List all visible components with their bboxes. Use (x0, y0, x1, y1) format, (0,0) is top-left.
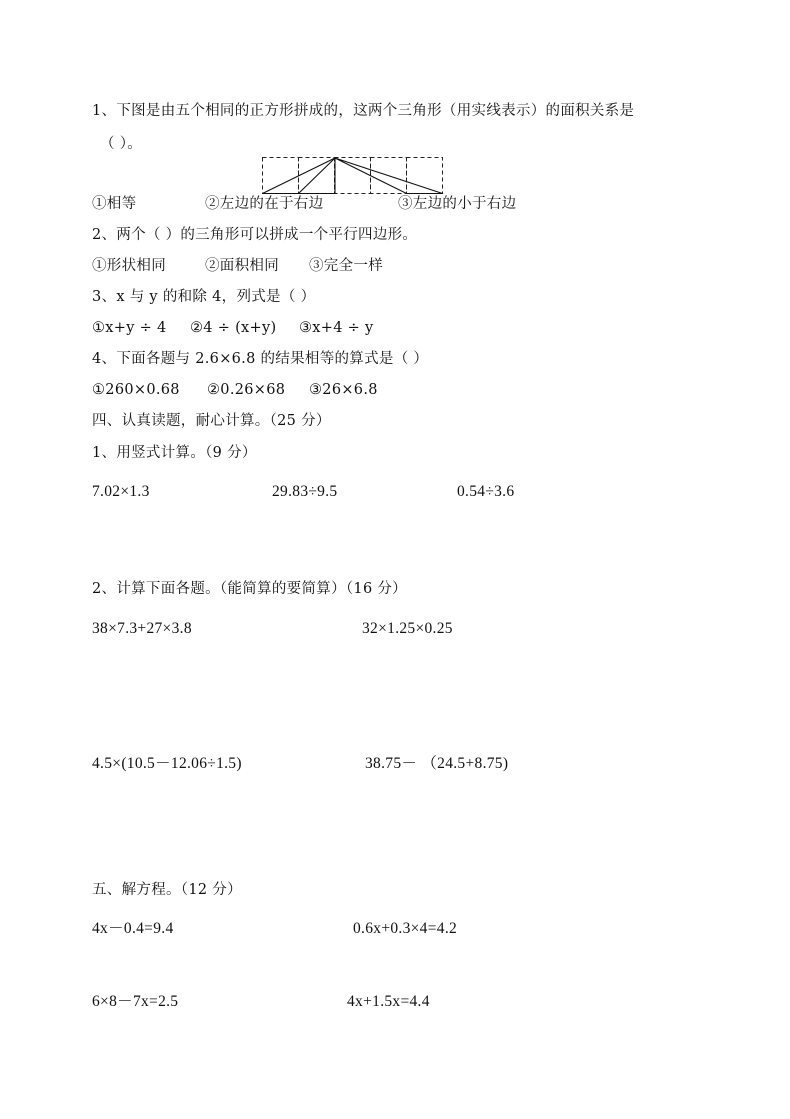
question-3: 3、x 与 y 的和除 4，列式是（ ） (92, 289, 316, 305)
question-4: 4、下面各题与 2.6×6.8 的结果相等的算式是（ ） (92, 351, 429, 367)
q3-option-3: ③x+4 ÷ y (299, 320, 374, 336)
section-4-part-1: 1、用竖式计算。（9 分） (92, 445, 257, 461)
q1-line-2: （ ）。 (100, 136, 143, 152)
section-5-heading: 五、解方程。（12 分） (92, 882, 242, 898)
q4-option-1: ①260×0.68 (92, 382, 180, 398)
calc-problem-1: 38×7.3+27×3.8 (92, 620, 192, 637)
q3-option-1: ①x+y ÷ 4 (92, 320, 167, 336)
section-4-part-2: 2、计算下面各题。（能简算的要简算）（16 分） (92, 581, 407, 597)
equation-2: 0.6x+0.3×4=4.2 (353, 920, 458, 937)
q2-option-1: ①形状相同 (92, 258, 166, 274)
calc-problem-4: 38.75－ （24.5+8.75) (365, 755, 509, 772)
solid-triangles (263, 158, 443, 194)
question-2: 2、两个（ ）的三角形可以拼成一个平行四边形。 (92, 227, 418, 243)
q3-option-2: ②4 ÷ (x+y) (190, 320, 277, 336)
q1-option-1: ①相等 (92, 196, 137, 212)
q1-option-3: ③左边的小于右边 (398, 196, 517, 212)
equation-4: 4x+1.5x=4.4 (347, 993, 430, 1010)
right-triangle (335, 158, 443, 194)
calc-problem-3: 4.5×(10.5－12.06÷1.5) (92, 755, 242, 772)
five-squares-triangles-figure (262, 157, 444, 195)
calc-problem-2: 32×1.25×0.25 (362, 620, 453, 637)
q2-option-3: ③完全一样 (309, 258, 383, 274)
vertical-problem-2: 29.83÷9.5 (272, 483, 338, 500)
section-4-heading: 四、认真读题，耐心计算。（25 分） (92, 413, 331, 429)
q4-option-3: ③26×6.8 (309, 382, 378, 398)
equation-3: 6×8－7x=2.5 (92, 993, 179, 1010)
dashed-squares (263, 158, 443, 194)
vertical-problem-3: 0.54÷3.6 (457, 483, 515, 500)
q4-option-2: ②0.26×68 (207, 382, 286, 398)
left-triangle-inner-line (299, 158, 336, 194)
q2-option-2: ②面积相同 (205, 258, 279, 274)
vertical-problem-1: 7.02×1.3 (92, 483, 150, 500)
q1-option-2: ②左边的在于右边 (205, 196, 324, 212)
equation-1: 4x－0.4=9.4 (92, 920, 174, 937)
q1-line-1: 1、下图是由五个相同的正方形拼成的，这两个三角形（用实线表示）的面积关系是 (92, 103, 635, 119)
